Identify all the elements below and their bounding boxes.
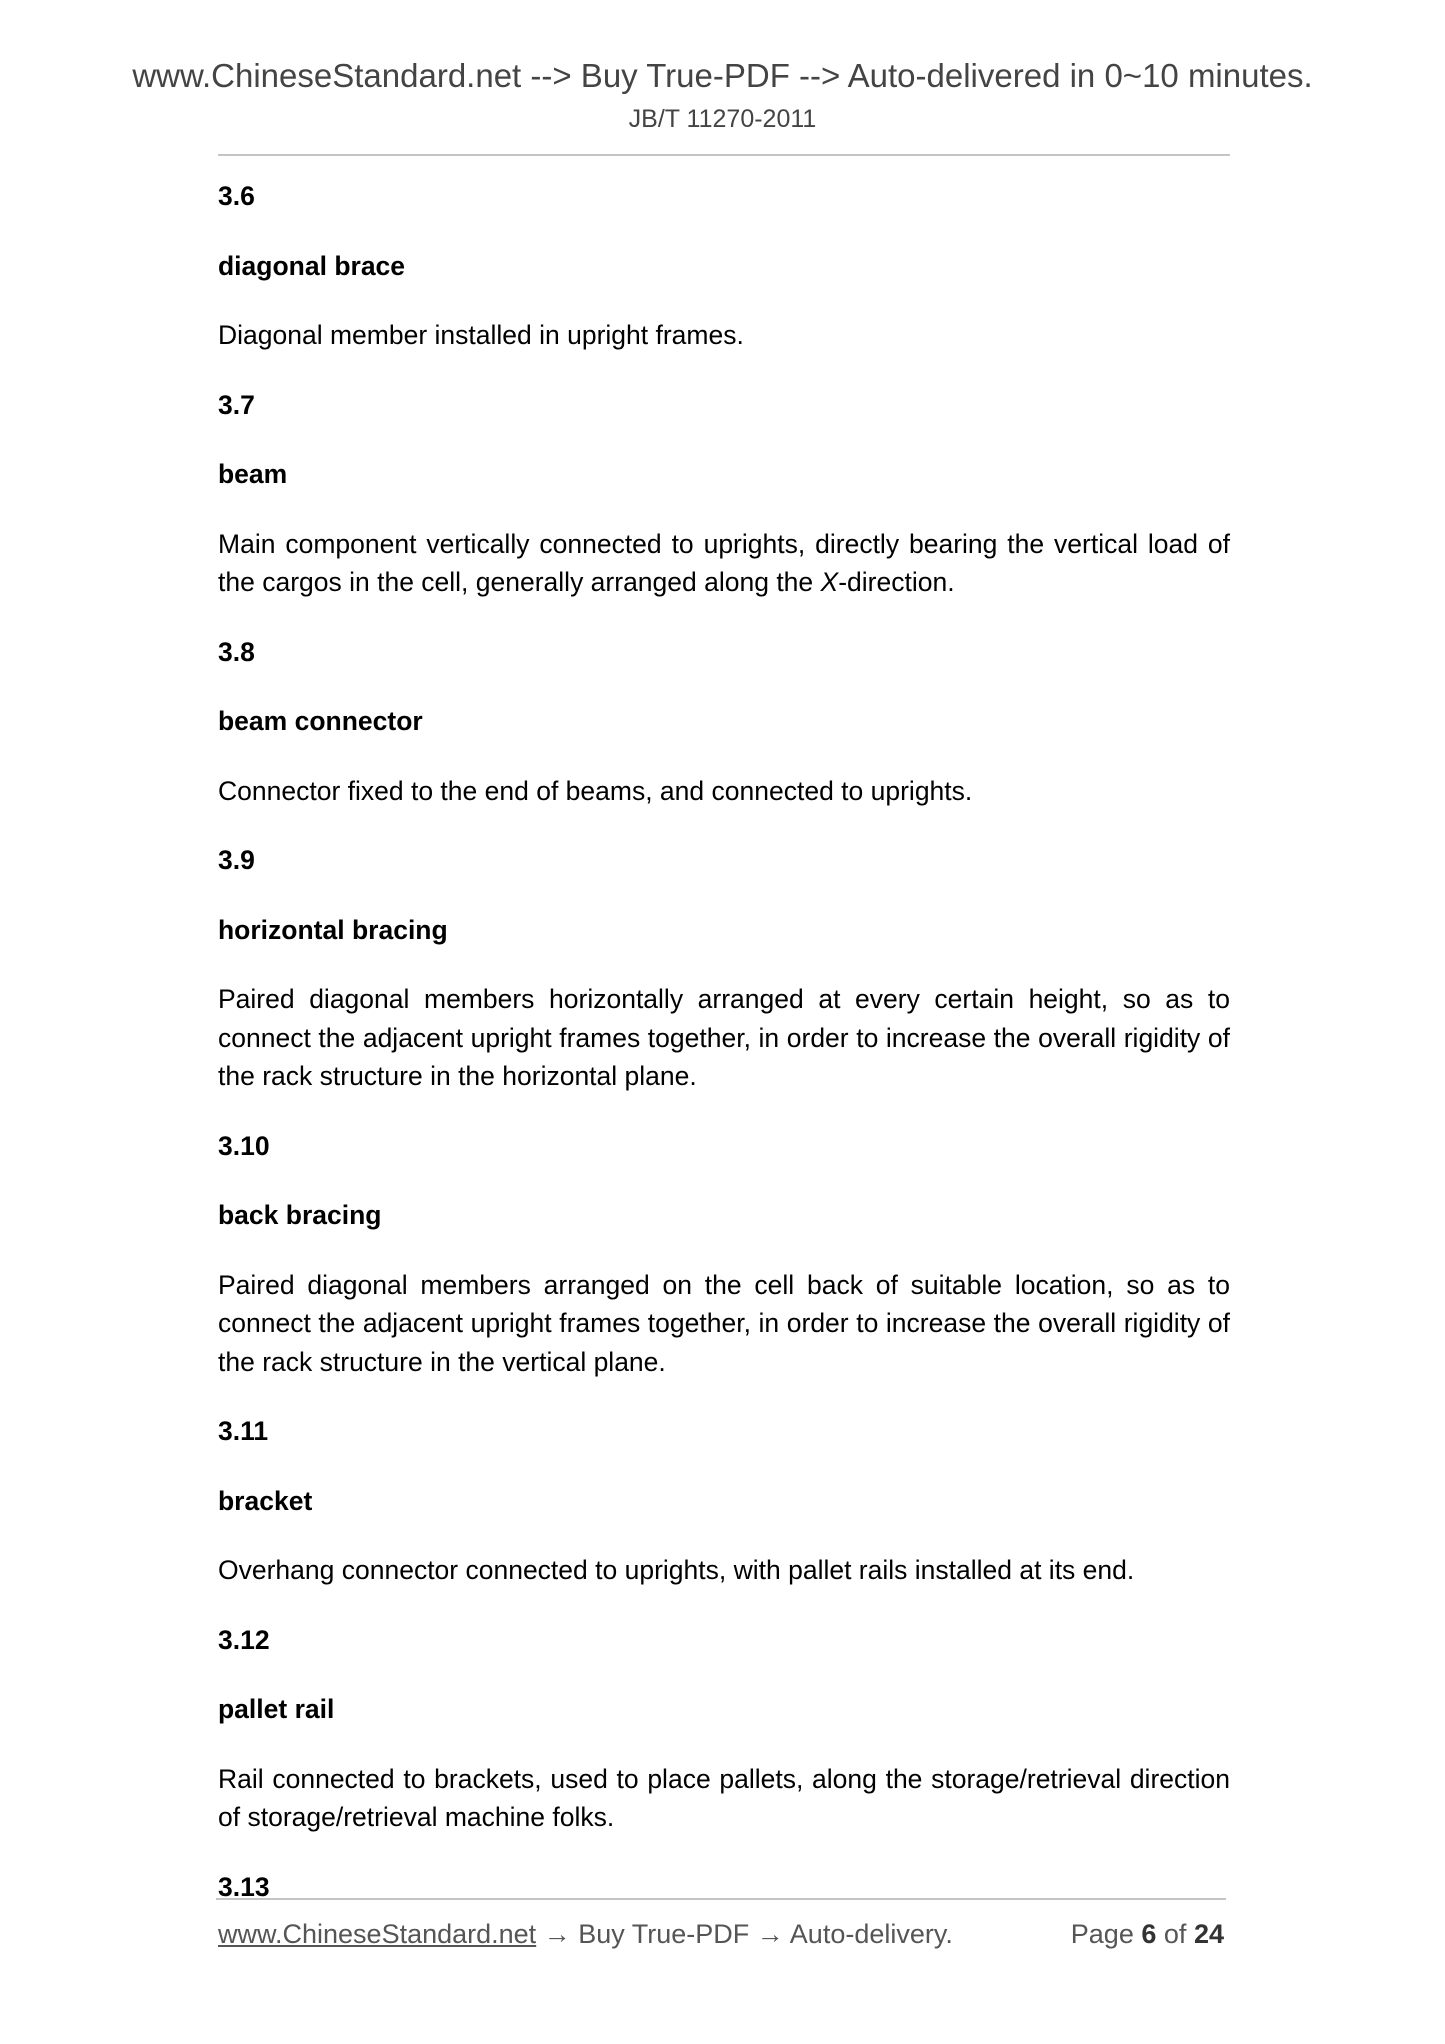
page-current: 6 <box>1141 1919 1157 1949</box>
clause-number: 3.12 <box>218 1624 270 1655</box>
footer-buy-text: Buy True-PDF <box>578 1919 750 1949</box>
footer-divider <box>216 1898 1226 1900</box>
definition-tail: -direction. <box>838 567 955 597</box>
definition-text: Main component vertically connected to uprights, directly bearing the vertical load of the cargos in the cell, generally arranged along the <box>218 528 1230 597</box>
footer-delivery-text: Auto-delivery. <box>789 1919 953 1949</box>
clause-definition: Overhang connector connected to uprights, with pallet rails installed at its end. <box>218 1555 1135 1585</box>
clause-number: 3.8 <box>218 636 255 667</box>
clause-number: 3.13 <box>218 1871 270 1902</box>
clause-term: horizontal bracing <box>218 914 448 945</box>
clause-number: 3.7 <box>218 389 255 420</box>
clause-definition: Diagonal member installed in upright frames. <box>218 320 744 350</box>
clause-term: bracket <box>218 1485 313 1516</box>
clause-term: diagonal brace <box>218 250 406 281</box>
clause-definition: Connector fixed to the end of beams, and connected to uprights. <box>218 775 973 806</box>
clause-definition: Paired diagonal members horizontally arranged at every certain height, so as to connect the adjacent upright frames together, in order to increase the overall rigidity of the rack structure in the horizontal plane. <box>218 984 1230 1091</box>
document-body <box>218 177 1230 1937</box>
page-of: of <box>1163 1919 1187 1949</box>
definition-italic: X <box>820 567 839 597</box>
footer-site-link[interactable]: www.ChineseStandard.net <box>218 1919 537 1949</box>
header-divider <box>218 154 1230 156</box>
clause-number: 3.10 <box>218 1130 270 1161</box>
clause-term: back bracing <box>218 1200 382 1230</box>
clause-term: beam <box>218 459 288 489</box>
clause-definition: Paired diagonal members arranged on the cell back of suitable location, so as to connect the adjacent upright frames together, in order to increase the overall rigidity of the rack structure in the vertical plane. <box>218 1269 1230 1377</box>
clause-definition <box>218 525 1230 602</box>
page-total: 24 <box>1193 1919 1224 1949</box>
arrow-right-icon: → <box>756 1919 784 1949</box>
clause-number: 3.11 <box>218 1416 269 1446</box>
page-indicator <box>1071 1917 1224 1951</box>
footer-promo <box>218 1917 953 1951</box>
clause-term: pallet rail <box>218 1694 335 1724</box>
arrow-right-icon: → <box>543 1919 571 1949</box>
document-number: JB/T 11270-2011 <box>628 105 817 133</box>
clause-definition: Rail connected to brackets, used to place pallets, along the storage/retrieval direction of storage/retrieval machine folks. <box>218 1763 1230 1832</box>
clause-number: 3.9 <box>218 845 255 875</box>
page-label: Page <box>1070 1919 1134 1949</box>
clause-number: 3.6 <box>218 181 255 211</box>
header-banner: www.ChineseStandard.net --> Buy True-PDF --> Auto-delivered in 0~10 minutes. <box>132 57 1313 94</box>
clause-term: beam connector <box>218 706 423 736</box>
